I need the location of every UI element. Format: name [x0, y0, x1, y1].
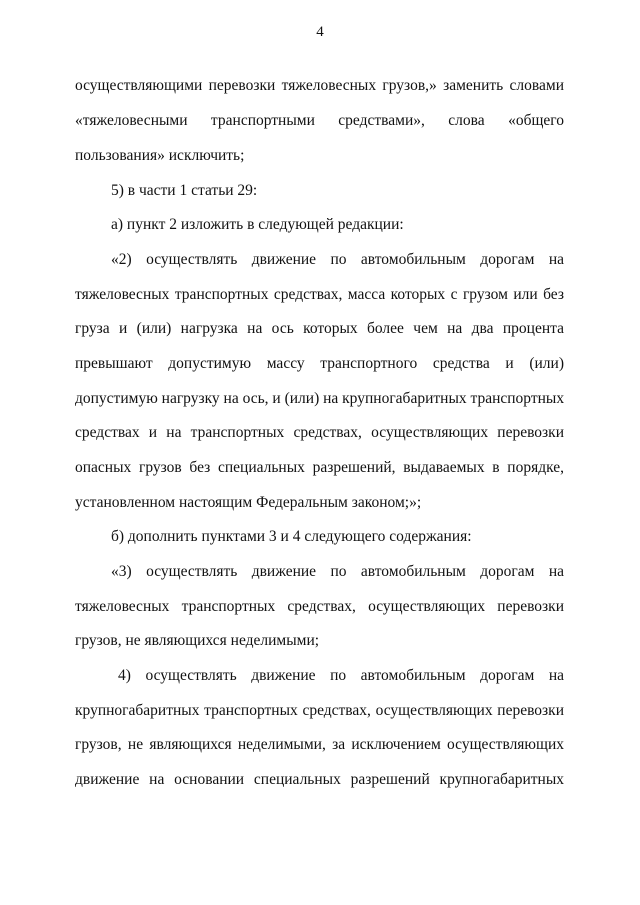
text-line: «тяжеловесными транспортными средствами», слова «общего — [75, 112, 564, 129]
text-line: «2) осуществлять движение по автомобильным дорогам на — [111, 251, 564, 268]
text-line: установленном настоящим Федеральным законом;»; — [75, 494, 422, 511]
text-line: пользования» исключить; — [75, 147, 245, 164]
text-line: грузов, не являющихся неделимыми, за исключением осуществляющих — [75, 736, 564, 753]
text-line: груза и (или) нагрузка на ось которых более чем на два процента — [75, 320, 564, 337]
text-line: б) дополнить пунктами 3 и 4 следующего содержания: — [111, 528, 472, 545]
page-number: 4 — [316, 24, 324, 40]
text-line: средствах и на транспортных средствах, осуществляющих перевозки — [75, 424, 564, 441]
text-line: движение на основании специальных разрешений крупногабаритных — [75, 771, 564, 788]
text-line: осуществляющими перевозки тяжеловесных грузов,» заменить словами — [75, 77, 564, 94]
text-line: а) пункт 2 изложить в следующей редакции: — [111, 216, 404, 233]
text-line: грузов, не являющихся неделимыми; — [75, 632, 320, 649]
text-line: 4) осуществлять движение по автомобильным дорогам на — [118, 667, 564, 684]
text-line: превышают допустимую массу транспортного средства и (или) — [75, 355, 564, 372]
text-line: тяжеловесных транспортных средствах, осуществляющих перевозки — [75, 598, 564, 615]
text-line: допустимую нагрузку на ось, и (или) на крупногабаритных транспортных — [75, 390, 565, 407]
text-line: крупногабаритных транспортных средствах, осуществляющих перевозки — [75, 702, 564, 719]
text-line: «3) осуществлять движение по автомобильным дорогам на — [111, 563, 564, 580]
text-line: 5) в части 1 статьи 29: — [111, 182, 258, 199]
text-line: опасных грузов без специальных разрешений, выдаваемых в порядке, — [75, 459, 564, 476]
text-line: тяжеловесных транспортных средствах, масса которых с грузом или без — [75, 286, 564, 303]
